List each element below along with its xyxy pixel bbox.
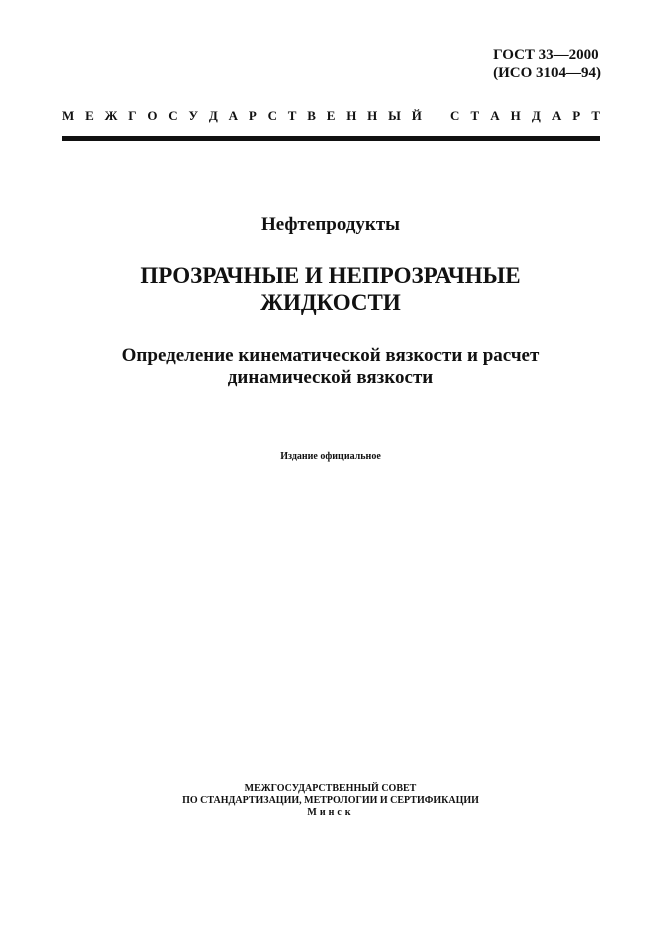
standard-type-letter: Н: [346, 108, 357, 123]
standard-type-word-standard: [450, 108, 600, 124]
subtitle-line-1: Определение кинематической вязкости и расчет: [121, 345, 540, 366]
document-designation: [493, 46, 601, 82]
header-rule: [62, 136, 600, 141]
publisher-line-2: ПО СТАНДАРТИЗАЦИИ, МЕТРОЛОГИИ И СЕРТИФИКАЦИИ: [182, 795, 479, 806]
standard-type-word-interstate: [62, 108, 422, 124]
standard-type-letter: А: [490, 108, 500, 123]
standard-type-letter: О: [147, 108, 158, 123]
standard-type-letter: М: [62, 108, 75, 123]
standard-type-letter: А: [551, 108, 562, 123]
standard-type-letter: Ы: [388, 108, 401, 123]
standard-type-letter: Е: [326, 108, 336, 123]
main-title-line-2: ЖИДКОСТИ: [260, 290, 401, 315]
standard-type-letter: Н: [367, 108, 378, 123]
standard-type-letter: Р: [572, 108, 581, 123]
standard-type-letter: Й: [411, 108, 422, 123]
standard-type-letter: У: [188, 108, 199, 123]
standard-type-letter: Г: [128, 108, 137, 123]
standard-type-letter: С: [267, 108, 277, 123]
publisher-line-1: МЕЖГОСУДАРСТВЕННЫЙ СОВЕТ: [244, 783, 417, 794]
standard-type-letter: Т: [287, 108, 297, 123]
standard-type-letter: Т: [591, 108, 600, 123]
edition-note: Издание официальное: [280, 451, 381, 462]
gost-number: ГОСТ 33—2000: [493, 47, 599, 63]
standard-type-letter: Ж: [104, 108, 118, 123]
standard-type-letter: Д: [531, 108, 541, 123]
standard-type-heading: [62, 108, 600, 124]
standard-type-letter: Т: [470, 108, 480, 123]
document-main-title: [0, 262, 661, 316]
iso-number: (ИСО 3104—94): [493, 65, 601, 81]
publisher-block: [0, 783, 661, 819]
standard-type-letter: Р: [248, 108, 257, 123]
publisher-city: Минск: [307, 807, 354, 818]
document-subject: Нефтепродукты: [260, 214, 401, 235]
document-subtitle: [0, 345, 661, 389]
subtitle-line-2: динамической вязкости: [227, 367, 434, 388]
standard-type-letter: С: [450, 108, 460, 123]
standard-type-letter: С: [168, 108, 178, 123]
standard-type-letter: Д: [208, 108, 218, 123]
standard-type-letter: Н: [510, 108, 521, 123]
standard-type-letter: В: [307, 108, 316, 123]
main-title-line-1: ПРОЗРАЧНЫЕ И НЕПРОЗРАЧНЫЕ: [140, 263, 521, 288]
standard-type-letter: А: [228, 108, 238, 123]
standard-type-letter: Е: [85, 108, 94, 123]
